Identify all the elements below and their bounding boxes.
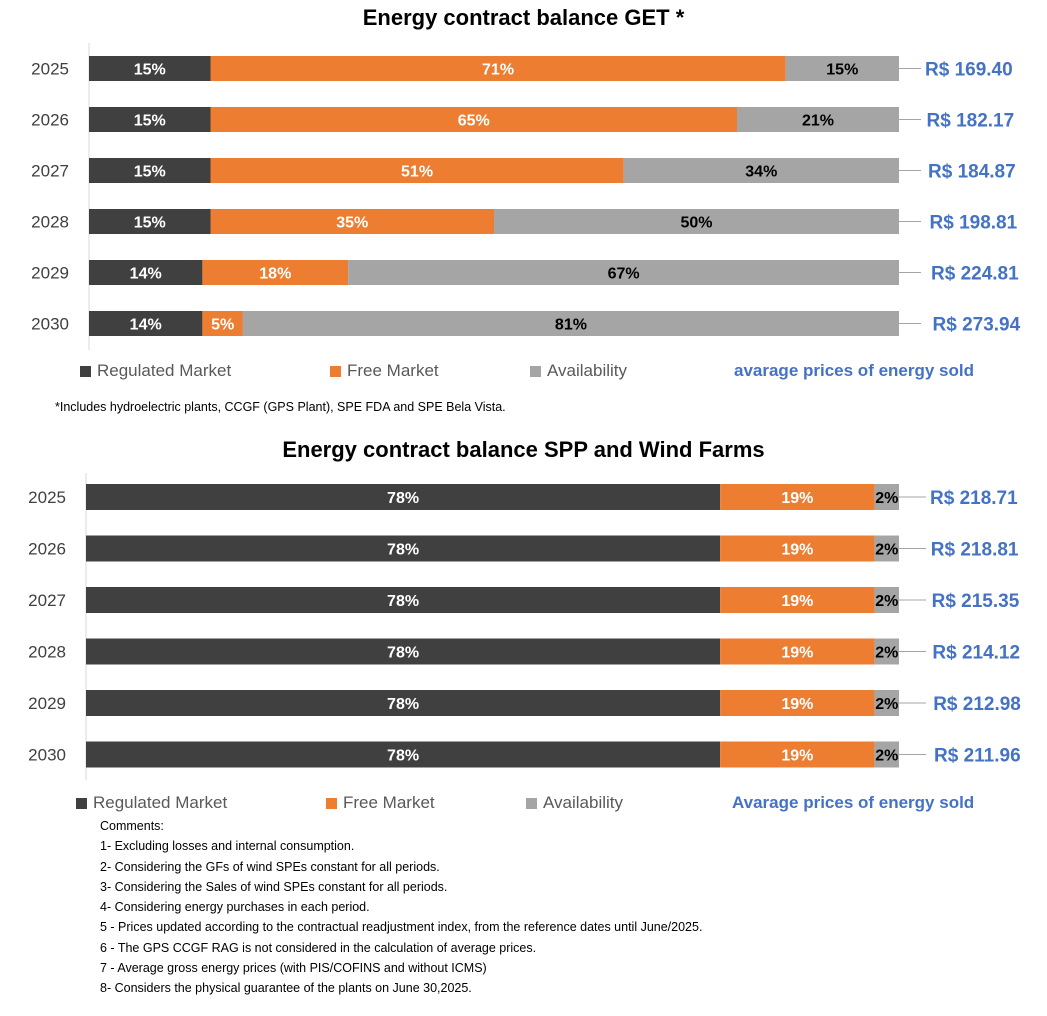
chart1-title: Energy contract balance GET * [362,5,685,30]
year-tick-label: 2025 [31,59,69,79]
price-label: R$ 169.40 [925,59,1013,81]
data-label: 19% [781,593,814,610]
data-label: 78% [387,696,420,713]
price-label: R$ 218.81 [930,539,1019,561]
legend2-swatch-regulated [76,798,87,809]
legend-free-market [330,361,439,381]
data-label: 2% [875,644,899,662]
comment-item: 6 - The GPS CCGF RAG is not considered in the calculation of average prices. [100,940,537,955]
price-label: R$ 224.81 [931,263,1019,285]
legend2-free-market [326,793,435,813]
legend-label-free: Free Market [347,361,439,380]
data-label: 15% [133,61,166,79]
data-label: 15% [826,61,859,79]
price-label: R$ 214.12 [932,642,1021,664]
price-label: R$ 218.71 [930,488,1018,509]
data-label: 65% [457,112,490,130]
data-label: 19% [781,644,814,662]
price-label: R$ 215.35 [931,591,1020,612]
legend-swatch-free [330,366,341,377]
legend2-regulated-market [76,793,227,813]
data-label: 19% [781,747,814,765]
legend2-prices-label: Avarage prices of energy sold [732,793,975,812]
legend-label-regulated: Regulated Market [97,361,232,380]
chart1-svg [0,40,1047,355]
footnote: *Includes hydroelectric plants, CCGF (GPS Plant), SPE FDA and SPE Bela Vista. [55,400,506,414]
data-label: 18% [259,265,292,283]
data-label: 35% [336,214,369,232]
legend2-swatch-availability [526,798,537,809]
data-label: 15% [133,163,166,181]
legend2-swatch-free [326,798,337,809]
comments-heading: Comments: [100,819,164,833]
data-label: 14% [129,265,162,283]
year-tick-label: 2029 [28,694,66,713]
legend-regulated-market [80,361,231,381]
data-label: 14% [129,316,162,334]
year-tick-label: 2028 [31,212,69,232]
data-label: 78% [387,490,420,507]
legend2-label-availability: Availability [543,793,624,812]
legend-swatch-availability [530,366,541,377]
legend-label-availability: Availability [547,361,628,380]
comment-item: 8- Considers the physical guarantee of the plants on June 30,2025. [100,981,472,996]
year-tick-label: 2029 [31,263,69,283]
data-label: 2% [875,593,899,610]
year-tick-label: 2030 [28,745,66,765]
legend2-availability [526,793,623,813]
data-label: 78% [387,541,420,559]
year-tick-label: 2030 [31,314,69,334]
chart1-legend [0,361,1047,383]
data-label: 81% [554,316,587,334]
data-label: 2% [875,490,899,507]
legend-swatch-regulated [80,366,91,377]
data-label: 51% [401,163,434,181]
data-label: 19% [781,490,814,507]
comments [100,816,702,999]
comment-item: 2- Considering the GFs of wind SPEs constant for all periods. [100,859,440,874]
data-label: 78% [387,644,420,662]
comment-item: 3- Considering the Sales of wind SPEs constant for all periods. [100,879,448,894]
year-tick-label: 2027 [28,591,66,610]
year-tick-label: 2027 [31,161,69,181]
chart1-plot [0,40,1047,355]
legend2-label-free: Free Market [343,793,435,812]
data-label: 50% [680,214,713,232]
data-label: 2% [875,696,899,713]
year-tick-label: 2025 [28,488,66,507]
data-label: 15% [133,214,166,232]
year-tick-label: 2028 [28,642,66,662]
comment-item: 5 - Prices updated according to the contractual readjustment index, from the reference dates until June/2025. [100,920,703,935]
comment-item: 4- Considering energy purchases in each period. [100,900,370,915]
data-label: 71% [482,61,515,79]
legend-prices-label: avarage prices of energy sold [734,361,974,380]
comment-item: 1- Excluding losses and internal consumption. [100,839,355,854]
chart2-title: Energy contract balance SPP and Wind Farms [282,437,765,462]
price-label: R$ 212.98 [933,694,1021,715]
price-label: R$ 273.94 [932,314,1021,336]
price-label: R$ 184.87 [928,161,1016,183]
price-label: R$ 198.81 [929,212,1018,234]
data-label: 2% [875,541,899,559]
data-label: 2% [875,747,899,765]
data-label: 19% [781,696,814,713]
data-label: 19% [781,541,814,559]
data-label: 34% [745,163,778,181]
legend-availability [530,361,627,381]
price-label: R$ 182.17 [926,110,1015,132]
data-label: 15% [133,112,166,130]
chart2-plot [0,470,1047,785]
data-label: 5% [211,316,235,334]
legend2-label-regulated: Regulated Market [93,793,228,812]
comment-item: 7 - Average gross energy prices (with PIS/COFINS and without ICMS) [100,961,487,976]
chart2-legend [0,793,1047,815]
year-tick-label: 2026 [28,539,66,559]
data-label: 78% [387,593,420,610]
chart2-svg [0,470,1047,785]
data-label: 67% [607,265,640,283]
year-tick-label: 2026 [31,110,69,130]
data-label: 78% [387,747,420,765]
data-label: 21% [801,112,835,130]
price-label: R$ 211.96 [934,745,1021,767]
